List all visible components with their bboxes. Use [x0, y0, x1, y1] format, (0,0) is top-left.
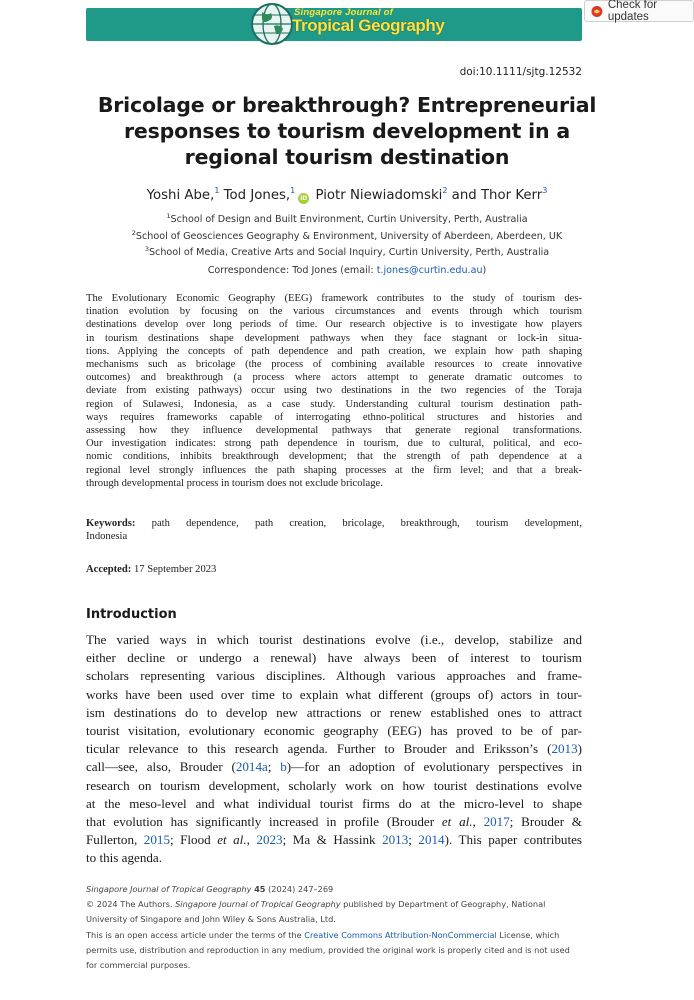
keywords	[86, 517, 582, 543]
abstract-line: assessing how they influence developmental pathways that generate regional transformations.	[86, 425, 582, 437]
abstract-line: mechanisms such as bricolage (the process of combining available resources to create innovative	[86, 359, 582, 371]
citation-link[interactable]: 2014	[418, 832, 445, 848]
body-line: tourist visitation, evolutionary economic geography (EEG) has proved to be of par-	[86, 723, 582, 739]
body-line: either decline or undergo a renewal) have always been of interest to tourism	[86, 650, 582, 666]
keywords-line: Indonesia	[86, 531, 128, 543]
citation-line	[86, 882, 586, 897]
page-footer	[86, 882, 586, 973]
affiliation-text: School of Design and Built Environment, Curtin University, Perth, Australia	[170, 214, 528, 225]
affiliation	[0, 210, 694, 227]
et-al: et al.	[217, 832, 247, 848]
title-line: regional tourism destination	[184, 145, 510, 169]
doi[interactable]: doi:10.1111/sjtg.12532	[459, 66, 582, 78]
orcid-icon[interactable]: iD	[300, 195, 308, 202]
journal-name-line1: Singapore Journal of	[294, 7, 394, 18]
license-link[interactable]: Creative Commons Attribution-NonCommercial	[304, 929, 497, 940]
abstract-line: The Evolutionary Economic Geography (EEG) framework contributes to the study of tourism des-	[86, 293, 582, 304]
footer-journal-name: Singapore Journal of Tropical Geography	[86, 884, 252, 894]
license-suffix: License, which	[496, 929, 560, 940]
author-name[interactable]: Tod Jones,	[223, 188, 291, 203]
body-text: call—see, also, Brouder (	[86, 759, 236, 775]
body-line	[86, 831, 582, 849]
citation-link[interactable]: 2013	[551, 741, 578, 757]
body-line: research on tourism development, scholarly work on how tourist destinations evolve	[86, 777, 582, 793]
body-text: ,	[246, 832, 257, 848]
accepted-date	[86, 564, 216, 575]
body-line: at the meso-level and what individual tourist firms do at the micro-level to shape	[86, 795, 582, 811]
section-heading-introduction: Introduction	[86, 607, 177, 622]
abstract-line: tions. Applying the concepts of path dependence and path creation, we explain how path shaping	[86, 345, 582, 357]
affiliation	[0, 227, 694, 244]
body-text: )—for an adoption of evolutionary perspectives in	[286, 759, 582, 775]
affiliation-text: School of Geosciences Geography & Environment, University of Aberdeen, Aberdeen, UK	[135, 230, 563, 242]
body-line: scholars representing various disciplines. Although various approaches and frame-	[86, 668, 582, 684]
body-text: ticular relevance to this research agenda. Further to Brouder and Eriksson’s (	[86, 741, 552, 757]
abstract	[86, 292, 582, 490]
check-for-updates-label: Check for updates	[607, 0, 658, 23]
abstract-line: outcomes) and breakthrough (a process where actors attempt to generate dramatic outcomes to	[86, 372, 582, 384]
copyright-suffix: published by Department of Geography, National	[340, 899, 546, 910]
copyright-line	[86, 897, 586, 912]
affiliation-ref[interactable]: 1	[290, 186, 296, 195]
citation-link[interactable]: 2015	[143, 832, 170, 848]
abstract-line: regional level strongly influences the path shaping processes at the firm level; and that a break-	[86, 464, 582, 476]
introduction-body	[86, 631, 582, 868]
abstract-line: nomic conditions, inhibits breakthrough development; that the strength of path dependence at a	[86, 451, 582, 463]
check-for-updates-button[interactable]	[584, 0, 694, 22]
correspondence	[0, 265, 694, 276]
abstract-line: region of Sulawesi, Indonesia, as a case study. Understanding cultural tourism destination path-	[86, 398, 582, 410]
abstract-line: tination evolution by focusing on the various circumstances and events through which tourism	[86, 306, 582, 318]
author-name[interactable]: Piotr Niewiadomski	[315, 188, 443, 203]
abstract-line: deviate from existing pathways) occur using two destinations in the two regencies of the Toraja	[86, 385, 582, 397]
license-line: permits use, distribution and reproduction in any medium, provided the original work is properly cited and is not used	[86, 944, 570, 955]
citation-link[interactable]: 2013	[382, 832, 409, 848]
affiliation-ref[interactable]: 1	[214, 186, 220, 195]
body-line: to this agenda.	[86, 850, 162, 866]
body-line: ticular relevance to this research agenda. Further to Brouder and Eriksson’s (2013)	[86, 741, 582, 757]
abstract-line: ways requires frameworks capable of interrogating ethno-political structures and histories and	[86, 411, 582, 423]
abstract-line: Our investigation indicates: strong path dependence in tourism, due to cultural, political, and eco-	[86, 438, 582, 450]
abstract-line: through developmental process in tourism does not exclude bricolage.	[86, 477, 383, 489]
accepted-value: 17 September 2023	[133, 564, 217, 575]
author-list	[0, 186, 694, 204]
body-line: ism destinations do to develop new attractions or renew established ones to attract	[86, 704, 582, 720]
body-line	[86, 758, 582, 776]
article-title	[70, 92, 624, 170]
body-text: ; Flood	[169, 832, 218, 848]
author-name[interactable]: Yoshi Abe,	[146, 188, 215, 203]
title-line: responses to tourism development in a	[124, 119, 570, 143]
affiliation-ref[interactable]: 2	[442, 186, 448, 195]
body-text: ; Ma & Hassink	[282, 832, 383, 848]
title-line: Bricolage or breakthrough? Entrepreneurial	[97, 93, 597, 117]
affiliation	[0, 243, 694, 260]
affiliation-ref[interactable]: 3	[542, 186, 548, 195]
keywords-label: Keywords:	[86, 518, 136, 529]
citation-link[interactable]: 2014a	[235, 759, 268, 775]
body-text: ,	[472, 814, 484, 830]
correspondence-email-link[interactable]: t.jones@curtin.edu.au	[376, 265, 483, 276]
globe-logo-icon	[250, 2, 294, 46]
citation-link[interactable]: 2017	[483, 814, 510, 830]
body-line: The varied ways in which tourist destinations evolve (i.e., develop, stabilize and	[86, 632, 582, 647]
footer-volume: 45	[254, 884, 266, 894]
keywords-line	[86, 517, 582, 530]
abstract-line: in tourism destinations shape development pathways when they face stagnant or lock-in situa-	[86, 332, 582, 344]
body-text: ; Brouder &	[509, 814, 582, 830]
author-conjunction: and	[451, 188, 477, 203]
body-line: works have been used over time to explain what different (groups of) actors in tour-	[86, 686, 582, 702]
keywords-text: path dependence, path creation, bricolage, breakthrough, tourism development,	[151, 518, 582, 529]
author-name[interactable]: Thor Kerr	[480, 188, 543, 203]
abstract-line: destinations develop over long periods of time. Our research objective is to investigate how players	[86, 319, 582, 331]
affiliation-text: School of Media, Creative Arts and Social Inquiry, Curtin University, Perth, Australia	[148, 247, 550, 258]
body-line	[86, 813, 582, 831]
body-text: ;	[267, 759, 281, 775]
correspondence-prefix: Correspondence: Tod Jones (email:	[207, 265, 377, 276]
license-prefix: This is an open access article under the terms of the	[86, 929, 305, 940]
accepted-label: Accepted:	[86, 564, 132, 575]
body-text: Fullerton,	[86, 832, 144, 848]
copyright-prefix: © 2024 The Authors.	[86, 899, 176, 910]
copyright-journal: Singapore Journal of Tropical Geography	[175, 899, 341, 910]
citation-link[interactable]: 2023	[256, 832, 283, 848]
copyright-line: University of Singapore and John Wiley & Sons Australia, Ltd.	[86, 914, 336, 925]
citation-link[interactable]: b	[280, 759, 287, 775]
body-text: that evolution has significantly increased in profile (Brouder	[86, 814, 442, 830]
affiliation-number: 2	[131, 228, 136, 237]
license-line: for commercial purposes.	[86, 960, 191, 971]
et-al: et al.	[441, 814, 473, 830]
body-text: ;	[408, 832, 419, 848]
crossmark-icon	[591, 5, 603, 18]
correspondence-suffix: )	[482, 265, 487, 276]
affiliation-number: 1	[166, 212, 171, 220]
affiliations	[0, 210, 694, 260]
footer-year-pages: (2024) 247–269	[268, 884, 334, 894]
body-text: ). This paper contributes	[444, 832, 583, 848]
license-line	[86, 928, 586, 943]
affiliation-number: 3	[144, 245, 149, 253]
journal-name-line2: Tropical Geography	[292, 16, 445, 35]
